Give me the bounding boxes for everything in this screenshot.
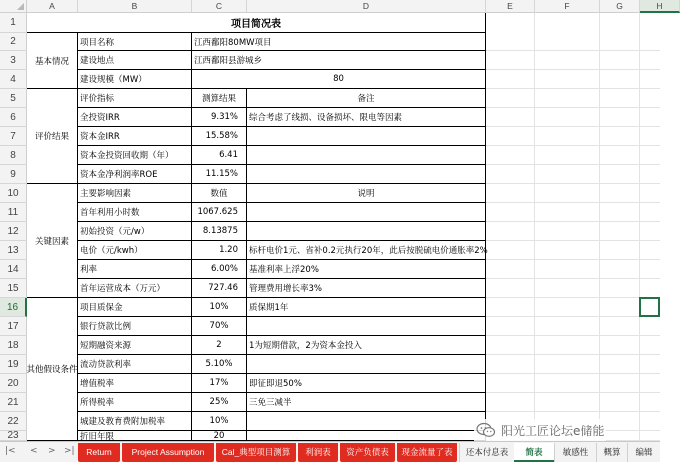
row-note[interactable] [247,279,486,298]
row-value[interactable] [192,127,247,146]
sheet-tab[interactable]: 现金流量了表 [397,443,457,462]
sheet-tab[interactable]: 资产负债表 [340,443,395,462]
row-label[interactable] [78,184,192,203]
row-header[interactable]: 7 [0,127,27,146]
row-value[interactable] [192,70,486,89]
row-label[interactable] [78,33,192,51]
row-value[interactable] [192,165,247,184]
row-label[interactable] [78,241,192,260]
row-note[interactable] [247,355,486,374]
group-other-assumptions-text: 其他假设条件 [26,365,78,375]
row-value-text: 70% [209,321,229,331]
table-title[interactable] [27,13,486,33]
sheet-tab[interactable]: Cal_典型项目测算 [216,443,296,462]
row-label[interactable] [78,393,192,412]
column-header[interactable]: E [486,0,535,13]
row-label[interactable] [78,298,192,317]
row-note[interactable] [247,412,486,431]
active-cell-selection[interactable] [639,297,660,317]
row-note[interactable] [247,165,486,184]
row-label-text: 首年运营成本（万元） [80,284,166,294]
row-value[interactable] [192,298,247,317]
row-note-text: 标杆电价1元、省补0.2元执行20年，此后按脱硫电价通胀率2% [249,246,488,256]
group-basic-info[interactable] [27,33,78,89]
row-label-text: 电价（元/kwh） [80,246,143,256]
row-label-text: 项目名称 [80,37,115,48]
row-value-text: 1.20 [219,245,238,255]
row-header[interactable]: 3 [0,51,27,70]
row-label[interactable] [78,165,192,184]
row-label-text: 项目质保金 [80,303,123,313]
column-header[interactable]: B [78,0,192,13]
row-value-text: 17% [209,378,229,388]
watermark-text: 阳光工匠论坛e储能 [501,423,605,438]
row-value[interactable] [192,222,247,241]
row-note-text: 综合考虑了线损、设备损坏、限电等因素 [249,113,403,123]
row-label[interactable] [78,355,192,374]
row-value[interactable] [192,336,247,355]
row-label[interactable] [78,70,192,89]
row-label-text: 所得税率 [80,398,115,408]
row-note-text: 说明 [357,189,375,199]
row-header[interactable]: 18 [0,336,27,355]
row-label-text: 利率 [80,265,98,275]
group-evaluation-text: 评价结果 [34,132,69,142]
row-label[interactable] [78,127,192,146]
column-header[interactable]: F [535,0,600,13]
row-header[interactable]: 16 [0,298,27,317]
row-value-text: 10% [209,302,229,312]
row-label[interactable] [78,203,192,222]
group-key-factors-text: 关键因素 [34,236,69,247]
row-note[interactable] [247,431,486,441]
row-label-text: 全投资IRR [80,113,120,123]
row-value-text: 江西鄱阳80MW项目 [194,37,272,48]
row-value-text: 8.13875 [202,226,238,236]
row-label-text: 增值税率 [80,379,115,389]
row-value-text: 9.31% [210,112,238,122]
column-header[interactable]: D [247,0,486,13]
row-label-text: 初始投资（元/w） [80,227,150,237]
row-note[interactable] [247,184,486,203]
row-note[interactable] [247,317,486,336]
row-note[interactable] [247,260,486,279]
row-value[interactable] [192,241,247,260]
row-label-text: 首年利用小时数 [80,208,140,218]
row-value-text: 15.58% [205,131,238,141]
row-value-text: 20 [213,430,225,441]
row-label[interactable] [78,146,192,165]
row-header[interactable]: 19 [0,355,27,374]
row-header[interactable]: 22 [0,412,27,431]
row-value-text: 5.10% [205,359,233,369]
row-label-text: 建设规模（MW） [80,75,147,85]
next-sheet-button[interactable]: > [48,446,56,456]
row-value[interactable] [192,393,247,412]
sheet-tab[interactable]: 还本付息表 [459,443,514,462]
column-header[interactable]: A [27,0,78,13]
group-other-assumptions[interactable] [27,298,78,441]
row-header[interactable]: 21 [0,393,27,412]
row-label-text: 资本金IRR [80,132,120,142]
row-value[interactable] [192,260,247,279]
row-label[interactable] [78,89,192,108]
row-label[interactable] [78,222,192,241]
row-label[interactable] [78,260,192,279]
row-label[interactable] [78,412,192,431]
column-header[interactable]: G [600,0,640,13]
row-value[interactable] [192,51,486,70]
row-note-text: 基准利率上浮20% [249,265,319,275]
row-value[interactable] [192,184,247,203]
row-note-text: 质保期1年 [249,303,289,313]
row-note-text: 备注 [357,94,375,104]
row-value-text: 江西鄱阳县游城乡 [194,56,263,66]
row-label[interactable] [78,431,192,441]
row-label[interactable] [78,279,192,298]
row-note[interactable] [247,393,486,412]
row-note[interactable] [247,374,486,393]
row-label[interactable] [78,51,192,70]
row-label-text: 城建及教育费附加税率 [80,417,166,427]
sheet-tab[interactable]: 简表 [514,443,554,462]
select-all-corner[interactable] [0,0,27,13]
row-value-text: 数值 [210,189,228,199]
row-label-text: 建设地点 [80,56,115,66]
row-note-text: 三免三减半 [249,398,292,408]
row-header[interactable]: 8 [0,146,27,165]
row-value-text: 6.41 [219,150,238,160]
sheet-tab[interactable]: Project Assumption [122,443,214,462]
row-header[interactable]: 23 [0,431,27,441]
row-label-text: 主要影响因素 [80,189,132,199]
row-value[interactable] [192,279,247,298]
row-value-text: 10% [209,416,229,426]
row-header[interactable]: 1 [0,13,27,33]
row-value-text: 6.00% [210,264,238,274]
row-header[interactable]: 11 [0,203,27,222]
row-value-text: 25% [209,397,229,407]
row-value[interactable] [192,317,247,336]
row-note[interactable] [247,146,486,165]
group-basic-info-text: 基本情况 [34,56,69,67]
row-value-text: 11.15% [205,169,238,179]
row-header[interactable]: 9 [0,165,27,184]
row-note[interactable] [247,108,486,127]
row-value-text: 727.46 [208,283,238,293]
row-label[interactable] [78,374,192,393]
row-header[interactable]: 4 [0,70,27,89]
row-value[interactable] [192,146,247,165]
row-header[interactable]: 2 [0,33,27,51]
watermark [474,419,606,441]
row-header[interactable]: 14 [0,260,27,279]
row-label[interactable] [78,336,192,355]
row-header[interactable]: 5 [0,89,27,108]
row-value[interactable] [192,431,247,441]
row-value[interactable] [192,412,247,431]
row-header[interactable]: 13 [0,241,27,260]
row-label-text: 评价指标 [80,94,115,104]
row-note-text: 管理费用增长率3% [249,284,322,294]
row-note[interactable] [247,298,486,317]
row-label-text: 银行贷款比例 [80,322,132,332]
prev-sheet-button[interactable]: < [30,446,38,456]
last-sheet-button[interactable]: >| [64,446,75,456]
row-label[interactable] [78,108,192,127]
row-header[interactable]: 15 [0,279,27,298]
row-value[interactable] [192,355,247,374]
row-note[interactable] [247,203,486,222]
row-value[interactable] [192,374,247,393]
sheet-tab[interactable]: Return [78,443,120,462]
row-label-text: 资本金净利润率ROE [80,170,158,180]
table-title-text: 项目简况表 [231,19,281,30]
wechat-icon [476,422,496,438]
row-note[interactable] [247,241,486,260]
row-note[interactable] [247,336,486,355]
row-header[interactable]: 20 [0,374,27,393]
sheet-tab[interactable]: 利润表 [298,443,338,462]
row-header[interactable]: 10 [0,184,27,203]
sheet-tab[interactable]: 概算 [596,443,627,462]
row-value-text: 1067.625 [197,207,238,217]
group-evaluation[interactable] [27,89,78,184]
row-header[interactable]: 17 [0,317,27,336]
column-header[interactable]: H [640,0,680,13]
row-value[interactable] [192,33,486,51]
row-value-text: 80 [333,74,344,84]
sheet-tab[interactable]: 编辑 [627,443,660,462]
row-value[interactable] [192,203,247,222]
row-label-text: 折旧年限 [80,431,115,442]
sheet-tab-bar [0,441,660,462]
row-note[interactable] [247,222,486,241]
first-sheet-button[interactable]: |< [5,446,16,456]
row-value-text: 2 [216,340,222,350]
sheet-tab[interactable]: 敏感性 [554,443,596,462]
row-value[interactable] [192,108,247,127]
row-value-text: 测算结果 [201,94,236,104]
row-header[interactable]: 12 [0,222,27,241]
row-note-text: 即征即退50% [249,379,302,389]
row-value[interactable] [192,89,247,108]
row-note-text: 1为短期借款，2为资本金投入 [249,341,362,351]
row-label-text: 资本金投资回收期（年） [80,151,174,161]
row-note[interactable] [247,89,486,108]
row-label-text: 流动贷款利率 [80,360,132,370]
row-label-text: 短期融资来源 [80,341,132,351]
group-key-factors[interactable] [27,184,78,298]
row-header[interactable]: 6 [0,108,27,127]
column-header[interactable]: C [192,0,247,13]
row-label[interactable] [78,317,192,336]
row-note[interactable] [247,127,486,146]
